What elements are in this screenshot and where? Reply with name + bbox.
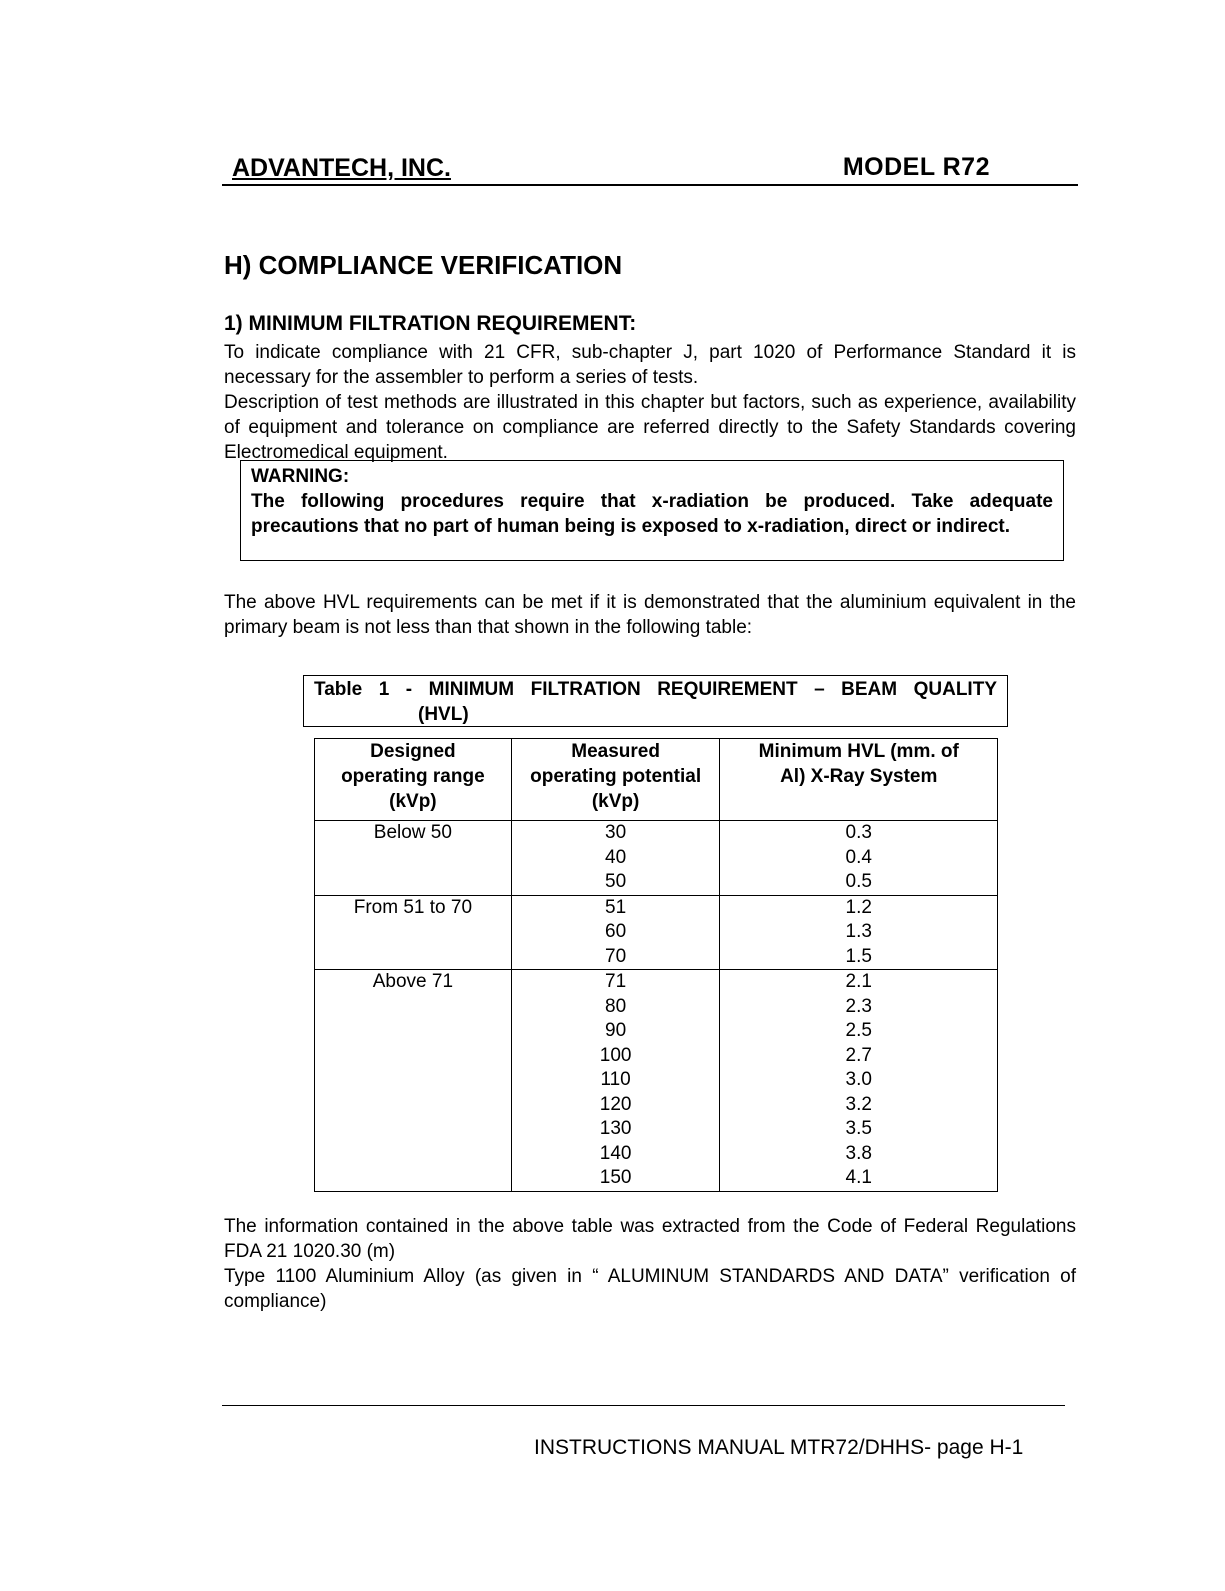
page-header (222, 150, 1078, 186)
hvl-value: 1.3 (845, 921, 872, 942)
header-measured-potential (511, 739, 720, 821)
kvp-cell (511, 895, 720, 970)
table-body (315, 821, 998, 1192)
header-text: Measured (571, 741, 660, 762)
header-text: (kVp) (389, 791, 437, 812)
kvp-value: 100 (599, 1044, 632, 1066)
range-cell (315, 821, 512, 896)
range-value: Above 71 (372, 971, 454, 992)
kvp-value: 70 (605, 945, 627, 967)
kvp-value: 120 (599, 1093, 632, 1115)
hvl-value: 0.5 (845, 871, 872, 892)
hvl-value: 2.1 (845, 971, 872, 992)
hvl-value: 3.0 (845, 1069, 872, 1090)
subsection-title: 1) MINIMUM FILTRATION REQUIREMENT: (224, 312, 637, 335)
header-text: Minimum HVL (mm. of (758, 741, 959, 762)
hvl-value: 2.7 (845, 1044, 872, 1066)
hvl-paragraph: The above HVL requirements can be met if it is demonstrated that the aluminium equivalent in the primary beam is not less than that shown in the following table: (224, 592, 1076, 638)
warning-title: WARNING: (251, 466, 350, 487)
header-text: Al) X-Ray System (780, 766, 938, 787)
kvp-value: 71 (605, 971, 627, 992)
kvp-value: 51 (605, 896, 627, 918)
kvp-value: 130 (599, 1118, 632, 1139)
header-text: (kVp) (591, 791, 640, 812)
table-caption (303, 675, 1008, 727)
kvp-value: 110 (600, 1069, 631, 1090)
hvl-value: 2.5 (845, 1020, 872, 1041)
kvp-cell (511, 821, 720, 896)
hvl-value: 1.5 (845, 945, 872, 967)
intro-text (224, 340, 1076, 465)
table-row (315, 821, 998, 896)
hvl-value: 4.1 (845, 1167, 872, 1188)
kvp-value: 30 (605, 822, 627, 843)
warning-box (240, 460, 1064, 561)
footer-note-paragraph-1: The information contained in the above table was extracted from the Code of Federal Regulations FDA 21 1020.30 (m) (224, 1216, 1076, 1262)
section-title: H) COMPLIANCE VERIFICATION (224, 250, 623, 280)
warning-text: The following procedures require that x-radiation be produced. Take adequate precautions that no part of human being is exposed to x-radiation, direct or indirect. (251, 491, 1053, 537)
kvp-value: 150 (599, 1167, 632, 1188)
table-caption-line2: (HVL) (418, 704, 469, 725)
kvp-value: 80 (605, 995, 627, 1017)
hvl-value: 3.8 (845, 1142, 872, 1164)
kvp-value: 60 (605, 921, 627, 942)
header-minimum-hvl (720, 739, 998, 821)
kvp-value: 90 (605, 1020, 627, 1041)
kvp-cell (511, 970, 720, 1192)
range-cell (315, 895, 512, 970)
kvp-value: 140 (599, 1142, 632, 1164)
hvl-value: 0.3 (845, 822, 872, 843)
footer-note-paragraph-2: Type 1100 Aluminium Alloy (as given in “ ALUMINUM STANDARDS AND DATA” verification of compliance) (224, 1266, 1076, 1312)
table-header-row (315, 739, 998, 821)
hvl-cell (720, 970, 998, 1192)
range-value: Below 50 (373, 822, 452, 843)
header-designed-range (315, 739, 512, 821)
table-caption-line1: Table 1 - MINIMUM FILTRATION REQUIREMENT – BEAM QUALITY (314, 679, 997, 700)
header-text: operating potential (530, 766, 702, 787)
hvl-value: 0.4 (845, 846, 872, 868)
footer-divider (222, 1405, 1065, 1406)
page-footer: INSTRUCTIONS MANUAL MTR72/DHHS- page H-1 (534, 1436, 1024, 1459)
filtration-table (314, 738, 998, 1192)
header-text: Designed (370, 741, 456, 762)
intro-paragraph-2: Description of test methods are illustrated in this chapter but factors, such as experience, availability of equipment and tolerance on compliance are referred directly to the Safety Standards covering Electromedical equipment. (224, 392, 1076, 463)
company-name: ADVANTECH, INC. (232, 154, 451, 182)
model-name: MODEL R72 (842, 153, 990, 181)
table-row (315, 895, 998, 970)
hvl-cell (720, 895, 998, 970)
kvp-value: 40 (605, 846, 627, 868)
hvl-value: 1.2 (845, 896, 872, 918)
range-value: From 51 to 70 (353, 896, 473, 918)
hvl-cell (720, 821, 998, 896)
kvp-value: 50 (605, 871, 627, 892)
footer-note (224, 1214, 1076, 1314)
intro-paragraph-1: To indicate compliance with 21 CFR, sub-chapter J, part 1020 of Performance Standard it is necessary for the assembler to perform a series of tests. (224, 342, 1076, 388)
hvl-value: 3.2 (845, 1093, 872, 1115)
header-text: operating range (341, 766, 485, 787)
table-row (315, 970, 998, 1192)
hvl-value: 3.5 (845, 1118, 872, 1139)
hvl-value: 2.3 (845, 995, 872, 1017)
range-cell (315, 970, 512, 1192)
